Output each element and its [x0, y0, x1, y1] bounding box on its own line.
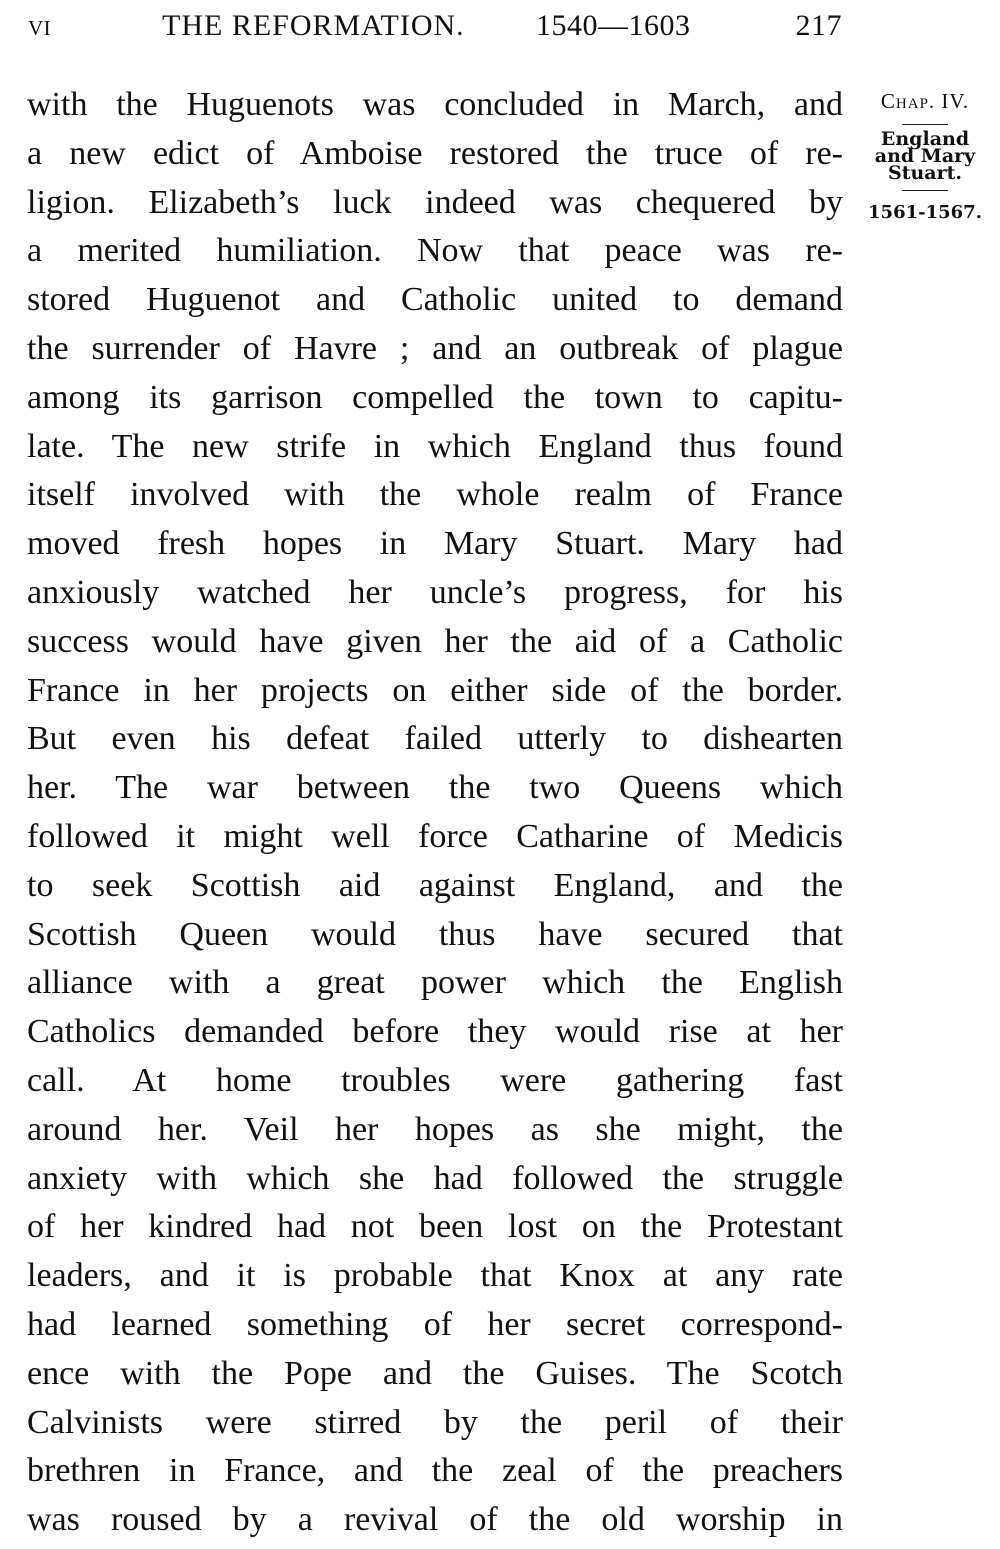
text-line: followed it might well force Catharine of Medicis — [27, 817, 843, 855]
topic-line: and Mary — [874, 145, 976, 167]
text-line: brethren in France, and the zeal of the preachers — [27, 1452, 843, 1490]
text-line: a merited humiliation. Now that peace was re- — [27, 232, 843, 270]
text-line: around her. Veil her hopes as she might, the — [27, 1110, 843, 1148]
text-line: anxiously watched her uncle’s progress, for his — [27, 573, 843, 611]
margin-notes — [856, 86, 994, 225]
body-text — [27, 81, 843, 1545]
text-line: ligion. Elizabeth’s luck indeed was chequered by — [27, 183, 843, 221]
text-line: ence with the Pope and the Guises. The Scotch — [27, 1354, 843, 1392]
text-line: was roused by a revival of the old worship in — [27, 1501, 843, 1539]
text-line: of her kindred had not been lost on the Protestant — [27, 1208, 843, 1246]
text-line: anxiety with which she had followed the struggle — [27, 1159, 843, 1197]
chapter-label: Chap. IV. — [880, 89, 970, 113]
running-title: THE REFORMATION. — [162, 9, 465, 42]
page-number: 217 — [795, 9, 842, 42]
text-line: stored Huguenot and Catholic united to demand — [27, 281, 843, 319]
text-line: Catholics demanded before they would rise at her — [27, 1013, 843, 1051]
text-line: to seek Scottish aid against England, and the — [27, 866, 843, 904]
text-line: had learned something of her secret correspond- — [27, 1305, 843, 1343]
text-line: France in her projects on either side of the border. — [27, 671, 843, 709]
running-header — [28, 6, 842, 46]
text-line: alliance with a great power which the English — [27, 964, 843, 1002]
text-line: with the Huguenots was concluded in March, and — [27, 86, 843, 123]
text-line: itself involved with the whole realm of France — [27, 476, 843, 514]
text-line: Scottish Queen would thus have secured that — [27, 915, 843, 953]
text-line: her. The war between the two Queens which — [27, 769, 843, 807]
year-range: 1561-1567. — [868, 202, 982, 223]
text-line: the surrender of Havre ; and an outbreak of plague — [27, 329, 843, 367]
text-line: late. The new strife in which England thus found — [27, 427, 843, 465]
divider — [902, 190, 948, 191]
text-line: Calvinists were stirred by the peril of their — [27, 1403, 843, 1441]
running-dates: 1540—1603 — [536, 9, 691, 42]
topic-line: England — [880, 128, 970, 150]
text-line: a new edict of Amboise restored the truce of re- — [27, 134, 843, 172]
text-line: But even his defeat failed utterly to dishearten — [27, 720, 843, 758]
text-line: among its garrison compelled the town to capitu- — [27, 378, 843, 416]
text-line: moved fresh hopes in Mary Stuart. Mary had — [27, 525, 843, 563]
text-line: call. At home troubles were gathering fast — [27, 1061, 843, 1099]
topic-line: Stuart. — [887, 162, 963, 184]
text-line: leaders, and it is probable that Knox at any rate — [27, 1257, 843, 1295]
volume-number: vi — [28, 9, 52, 42]
text-line: success would have given her the aid of a Catholic — [27, 622, 843, 660]
divider — [902, 124, 948, 125]
